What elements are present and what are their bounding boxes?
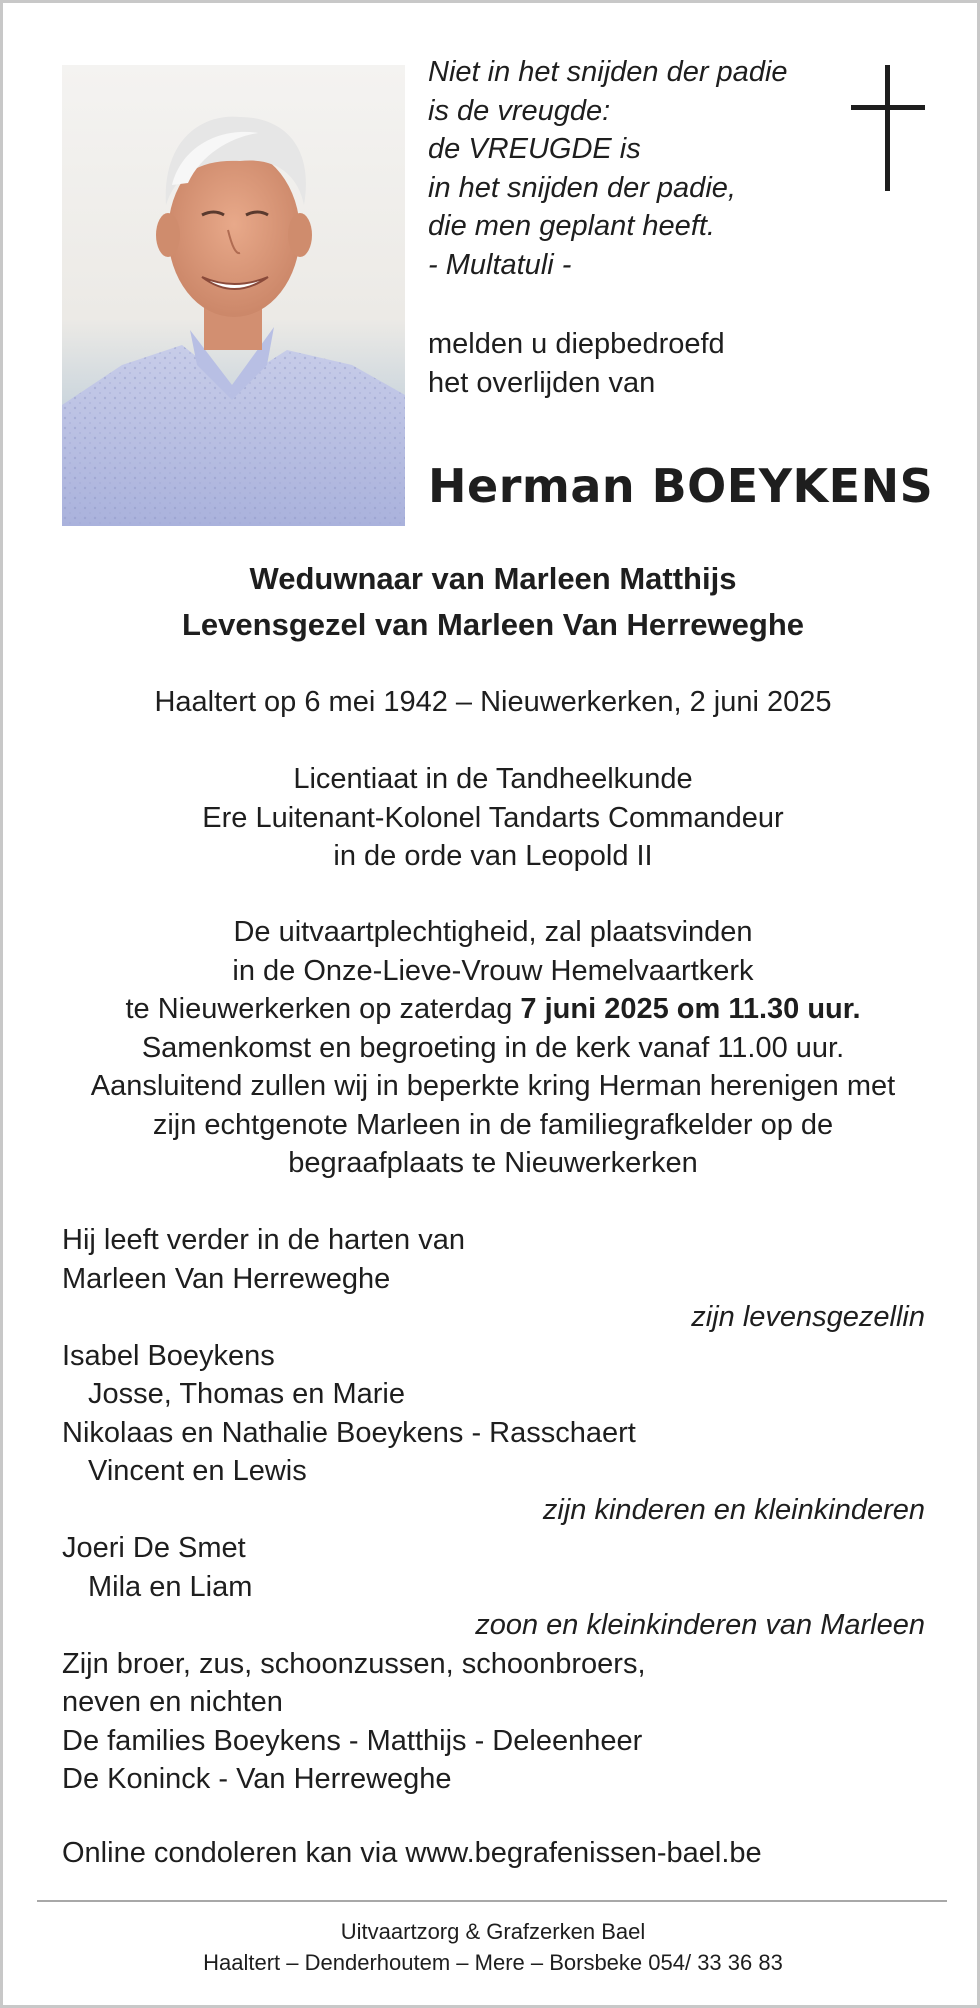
title-line: Ere Luitenant-Kolonel Tandarts Commandeur <box>202 801 784 834</box>
family-member: De families Boeykens - Matthijs - Deleenheer <box>62 1724 643 1757</box>
professional-titles <box>3 760 980 876</box>
spouse-line: Levensgezel van Marleen Van Herreweghe <box>182 607 804 642</box>
family-member: Joeri De Smet <box>62 1532 246 1564</box>
funeral-line: Aansluitend zullen wij in beperkte kring Herman herenigen met <box>90 1070 896 1102</box>
family-role: zijn kinderen en kleinkinderen <box>542 1493 925 1526</box>
funeral-line: in de Onze-Lieve-Vrouw Hemelvaartkerk <box>232 954 754 987</box>
family-member: neven en nichten <box>62 1686 283 1718</box>
funeral-home-locations: Haaltert – Denderhoutem – Mere – Borsbeke 054/ 33 36 83 <box>203 1950 783 1975</box>
funeral-details <box>3 913 980 1183</box>
family-member: Nikolaas en Nathalie Boeykens - Rasschaert <box>62 1416 636 1449</box>
funeral-date-line <box>3 990 980 1029</box>
portrait-photo-svg <box>62 65 405 526</box>
funeral-home-name: Uitvaartzorg & Grafzerken Bael <box>340 1919 646 1944</box>
announcement-intro <box>428 325 725 402</box>
poem-line: de VREUGDE is <box>428 133 641 165</box>
portrait-photo <box>62 65 405 526</box>
poem-line: is de vreugde: <box>428 94 611 127</box>
family-intro: Hij leeft verder in de harten van <box>62 1224 465 1256</box>
intro-line: melden u diepbedroefd <box>428 328 725 360</box>
title-line: Licentiaat in de Tandheelkunde <box>293 763 693 795</box>
funeral-home-footer <box>3 1916 980 1978</box>
spouse-line: Weduwnaar van Marleen Matthijs <box>249 561 737 596</box>
intro-line: het overlijden van <box>428 366 656 399</box>
birth-death-dates: Haaltert op 6 mei 1942 – Nieuwerkerken, 2 juni 2025 <box>154 686 832 718</box>
poem-line: die men geplant heeft. <box>428 210 715 242</box>
family-role: zoon en kleinkinderen van Marleen <box>475 1609 925 1641</box>
cross-icon <box>851 65 925 191</box>
poem-author: - Multatuli - <box>428 248 572 281</box>
poem-line: Niet in het snijden der padie <box>428 56 788 88</box>
footer-divider <box>37 1900 947 1902</box>
family-member: Mila en Liam <box>88 1570 253 1603</box>
family-member: Zijn broer, zus, schoonzussen, schoonbroers, <box>62 1647 646 1680</box>
spouse-info <box>3 556 980 648</box>
poem-quote <box>428 53 828 284</box>
funeral-date-time: 7 juni 2025 om 11.30 uur. <box>520 993 861 1025</box>
family-member: Vincent en Lewis <box>88 1455 307 1487</box>
funeral-line: begraafplaats te Nieuwerkerken <box>288 1147 698 1179</box>
title-line: in de orde van Leopold II <box>333 840 653 872</box>
poem-line: in het snijden der padie, <box>428 171 736 204</box>
deceased-name: Herman BOEYKENS <box>428 459 934 513</box>
family-list <box>62 1221 925 1799</box>
family-member: Marleen Van Herreweghe <box>62 1262 391 1295</box>
funeral-line: zijn echtgenote Marleen in de familiegrafkelder op de <box>152 1108 834 1141</box>
funeral-line-prefix: te Nieuwerkerken op zaterdag <box>125 993 521 1025</box>
family-member: Josse, Thomas en Marie <box>88 1378 405 1410</box>
funeral-line: De uitvaartplechtigheid, zal plaatsvinden <box>233 916 753 948</box>
funeral-line: Samenkomst en begroeting in de kerk vanaf 11.00 uur. <box>141 1031 845 1064</box>
family-member: De Koninck - Van Herreweghe <box>62 1763 452 1795</box>
online-condolence-text: Online condoleren kan via www.begrafenissen-bael.be <box>62 1837 762 1869</box>
family-role: zijn levensgezellin <box>691 1301 925 1333</box>
family-member: Isabel Boeykens <box>62 1339 275 1372</box>
